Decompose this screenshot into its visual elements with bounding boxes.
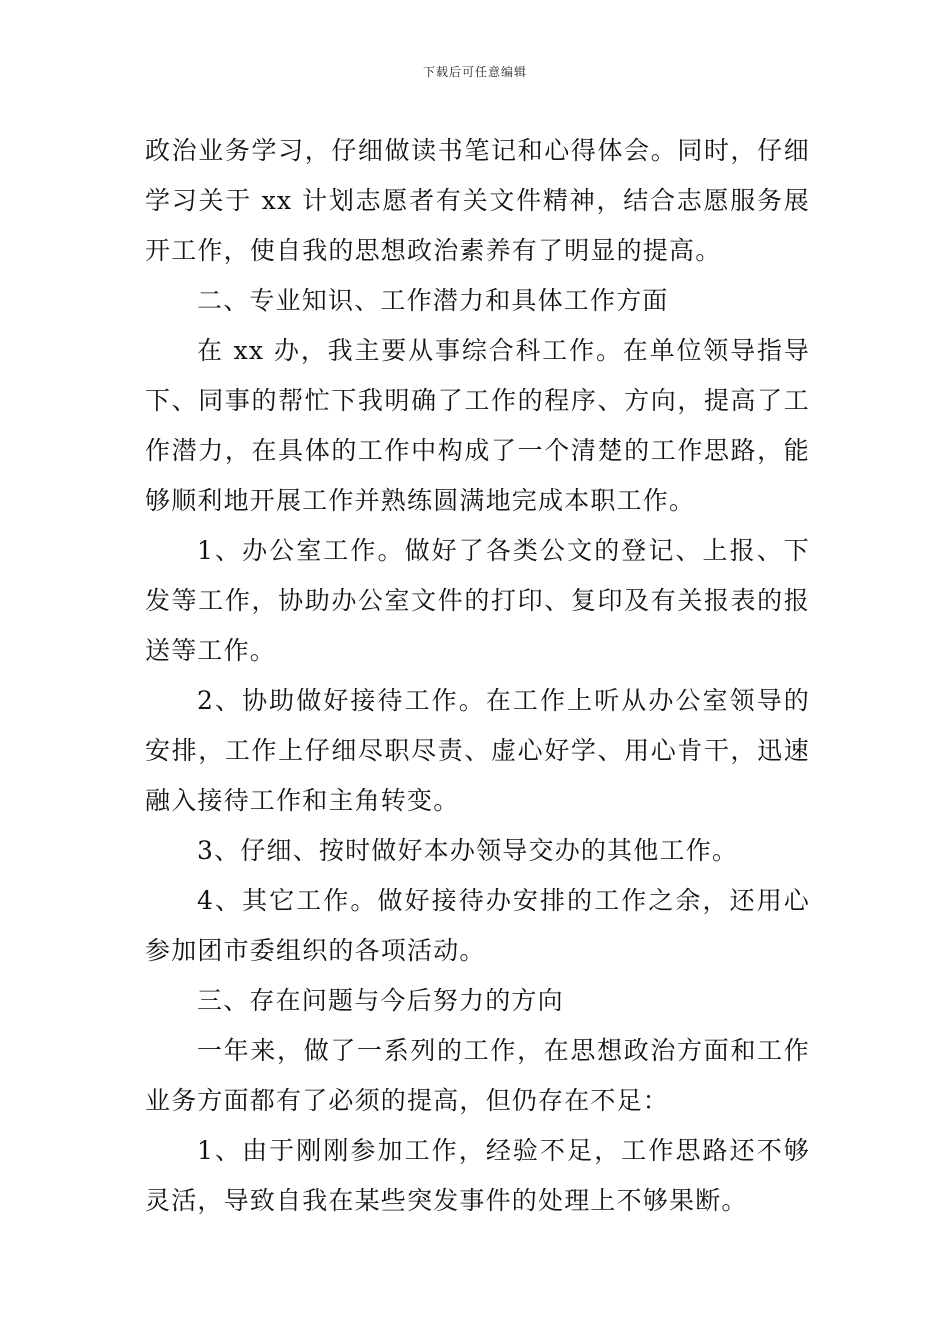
- list-item: 1、办公室工作。做好了各类公文的登记、上报、下发等工作，协助办公室文件的打印、复印及有关报表的报送等工作。: [145, 536, 810, 665]
- section-heading: 三、存在问题与今后努力的方向: [197, 986, 564, 1015]
- paragraph: 政治业务学习，仔细做读书笔记和心得体会。同时，仔细学习关于 xx 计划志愿者有关文件精神，结合志愿服务展开工作，使自我的思想政治素养有了明显的提高。: [145, 136, 810, 265]
- section-heading: 二、专业知识、工作潜力和具体工作方面: [197, 286, 669, 315]
- paragraph: 在 xx 办，我主要从事综合科工作。在单位领导指导下、同事的帮忙下我明确了工作的程序、方向，提高了工作潜力，在具体的工作中构成了一个清楚的工作思路，能够顺利地开展工作并熟练圆满地完成本职工作。: [145, 336, 810, 515]
- page-header: 下载后可任意编辑: [422, 65, 527, 79]
- list-item: 4、其它工作。做好接待办安排的工作之余，还用心参加团市委组织的各项活动。: [145, 886, 810, 965]
- document-body: [145, 126, 810, 1226]
- list-item: 2、协助做好接待工作。在工作上听从办公室领导的安排，工作上仔细尽职尽责、虚心好学、用心肯干，迅速融入接待工作和主角转变。: [145, 686, 810, 815]
- paragraph: 一年来，做了一系列的工作，在思想政治方面和工作业务方面都有了必须的提高，但仍存在不足：: [145, 1036, 810, 1115]
- list-item: 1、由于刚刚参加工作，经验不足，工作思路还不够灵活，导致自我在某些突发事件的处理上不够果断。: [145, 1136, 810, 1215]
- list-item: 3、仔细、按时做好本办领导交办的其他工作。: [197, 836, 739, 865]
